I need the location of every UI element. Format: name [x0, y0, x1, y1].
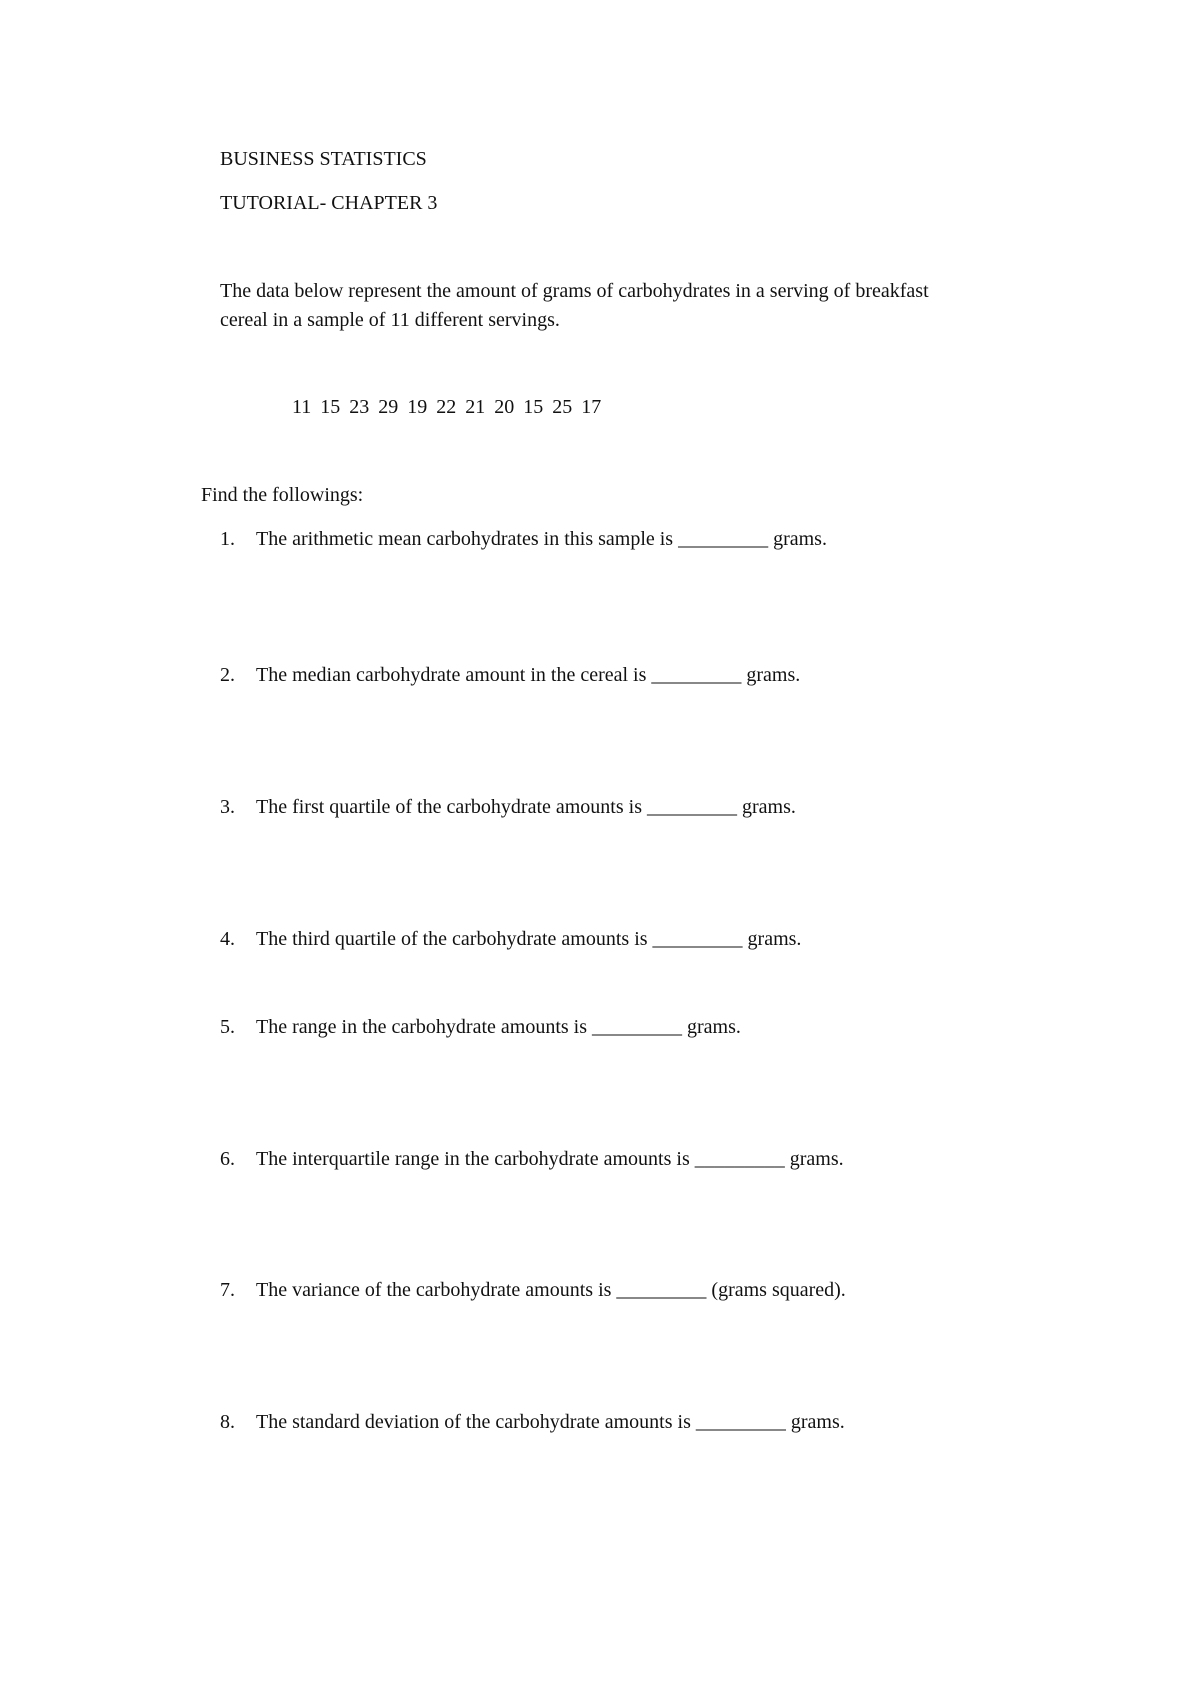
question-5 — [220, 1017, 741, 1037]
question-3 — [220, 797, 796, 817]
question-text: The third quartile of the carbohydrate amounts is _________ grams. — [256, 928, 802, 950]
document-title: BUSINESS STATISTICS — [220, 148, 427, 170]
question-number: 7. — [220, 1279, 235, 1301]
question-number: 3. — [220, 796, 235, 818]
question-1 — [220, 529, 827, 549]
document-subtitle: TUTORIAL- CHAPTER 3 — [220, 192, 438, 214]
question-text: The standard deviation of the carbohydrate amounts is _________ grams. — [256, 1411, 845, 1433]
intro-line-1: The data below represent the amount of grams of carbohydrates in a serving of breakfast — [220, 280, 929, 302]
question-text: The variance of the carbohydrate amounts is _________ (grams squared). — [256, 1279, 846, 1301]
question-number: 1. — [220, 528, 235, 550]
question-text: The median carbohydrate amount in the cereal is _________ grams. — [256, 664, 801, 686]
question-number: 4. — [220, 928, 235, 950]
instruction-text: Find the followings: — [201, 484, 364, 506]
question-4 — [220, 929, 801, 949]
question-2 — [220, 665, 800, 685]
question-6 — [220, 1149, 844, 1169]
question-text: The range in the carbohydrate amounts is _________ grams. — [256, 1016, 741, 1038]
question-number: 5. — [220, 1016, 235, 1038]
intro-line-2: cereal in a sample of 11 different servings. — [220, 309, 560, 331]
data-values: 11 15 23 29 19 22 21 20 15 25 17 — [292, 396, 602, 418]
question-8 — [220, 1412, 845, 1432]
question-7 — [220, 1280, 846, 1300]
question-text: The arithmetic mean carbohydrates in this sample is _________ grams. — [256, 528, 827, 550]
question-number: 6. — [220, 1148, 235, 1170]
question-number: 8. — [220, 1411, 235, 1433]
question-text: The first quartile of the carbohydrate amounts is _________ grams. — [256, 796, 796, 818]
question-text: The interquartile range in the carbohydrate amounts is _________ grams. — [256, 1148, 844, 1170]
question-number: 2. — [220, 664, 235, 686]
